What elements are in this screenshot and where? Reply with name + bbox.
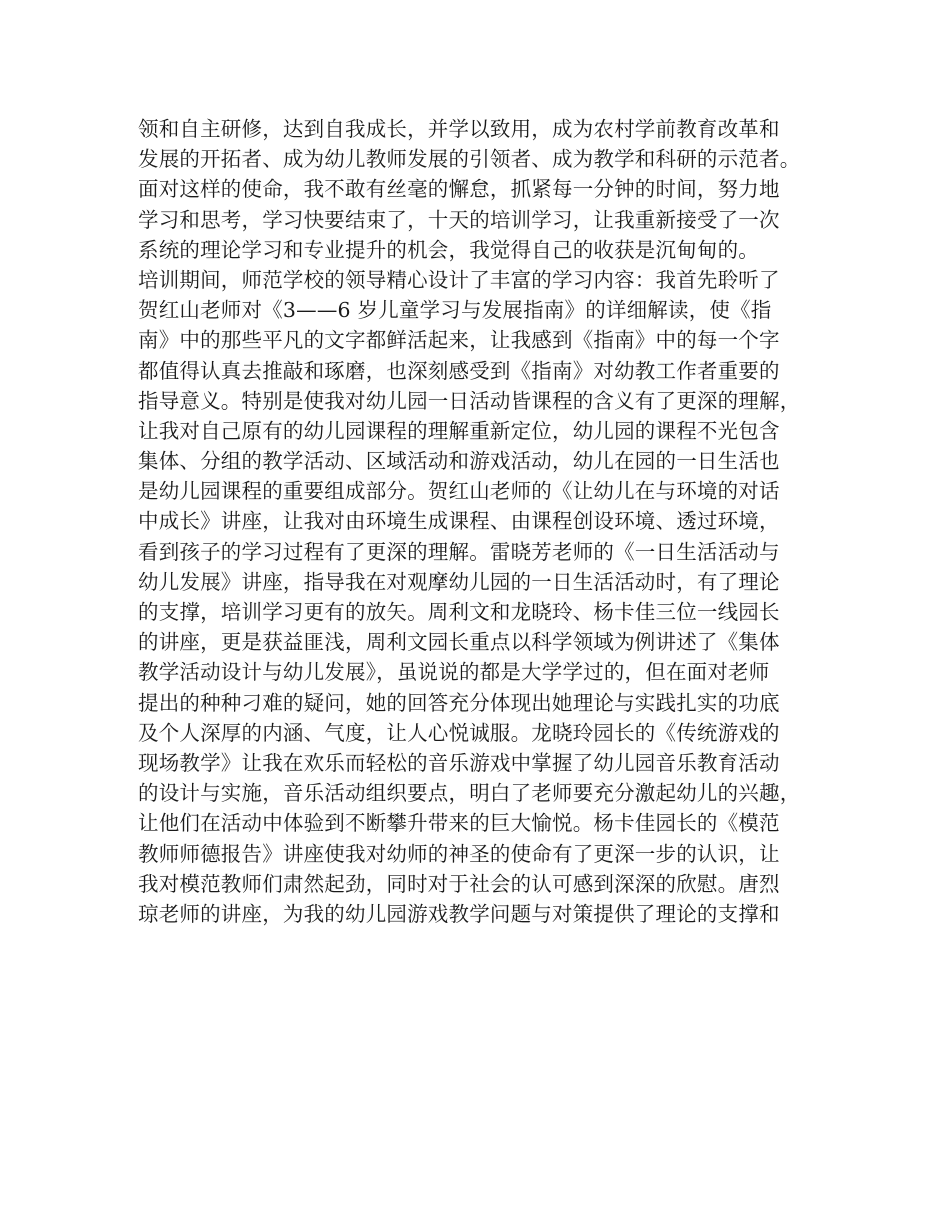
text-line: 及个人深厚的内涵、气度，让人心悦诚服。龙晓玲园长的《传统游戏的: [138, 720, 780, 745]
text-line: 培训期间，师范学校的领导精心设计了丰富的学习内容：我首先聆听了: [138, 267, 780, 292]
text-line: 我对模范教师们肃然起劲，同时对于社会的认可感到深深的欣慰。唐烈: [138, 871, 780, 896]
text-line: 琼老师的讲座，为我的幼儿园游戏教学问题与对策提供了理论的支撑和: [138, 901, 780, 926]
text-line: 看到孩子的学习过程有了更深的理解。雷晓芳老师的《一日生活活动与: [138, 539, 780, 564]
text-line: 学习和思考，学习快要结束了，十天的培训学习，让我重新接受了一次: [138, 207, 780, 232]
text-line: 教学活动设计与幼儿发展》，虽说说的都是大学学过的，但在面对老师: [138, 660, 770, 685]
text-line: 面对这样的使命，我不敢有丝毫的懈怠，抓紧每一分钟的时间，努力地: [138, 177, 780, 202]
text-line: 贺红山老师对《3——6 岁儿童学习与发展指南》的详细解读，使《指: [138, 298, 772, 323]
text-line: 教师师德报告》讲座使我对幼师的神圣的使命有了更深一步的认识，让: [138, 841, 780, 866]
text-line: 的支撑，培训学习更有的放矢。周利文和龙晓玲、杨卡佳三位一线园长: [138, 600, 780, 624]
text-line: 是幼儿园课程的重要组成部分。贺红山老师的《让幼儿在与环境的对话: [138, 479, 780, 504]
text-line: 指导意义。特别是使我对幼儿园一日活动皆课程的含义有了更深的理解，: [138, 388, 801, 413]
body-text: [138, 114, 838, 929]
text-line: 让我对自己原有的幼儿园课程的理解重新定位，幼儿园的课程不光包含: [138, 418, 780, 443]
text-line: 让他们在活动中体验到不断攀升带来的巨大愉悦。杨卡佳园长的《模范: [138, 811, 780, 836]
text-line: 提出的种种刁难的疑问，她的回答充分体现出她理论与实践扎实的功底: [138, 690, 780, 715]
text-line: 都值得认真去推敲和琢磨，也深刻感受到《指南》对幼教工作者重要的: [138, 358, 780, 383]
text-line: 集体、分组的教学活动、区域活动和游戏活动，幼儿在园的一日生活也: [138, 449, 780, 474]
text-line: 南》中的那些平凡的文字都鲜活起来，让我感到《指南》中的每一个字: [138, 328, 780, 353]
text-line: 系统的理论学习和专业提升的机会，我觉得自己的收获是沉甸甸的。: [138, 237, 759, 262]
text-line: 现场教学》让我在欢乐而轻松的音乐游戏中掌握了幼儿园音乐教育活动: [138, 750, 780, 775]
text-line: 中成长》讲座，让我对由环境生成课程、由课程创设环境、透过环境，: [138, 509, 780, 534]
text-line: 发展的开拓者、成为幼儿教师发展的引领者、成为教学和科研的示范者。: [138, 147, 801, 172]
text-line: 领和自主研修，达到自我成长，并学以致用，成为农村学前教育改革和: [138, 117, 780, 141]
text-line: 幼儿发展》讲座，指导我在对观摩幼儿园的一日生活活动时，有了理论: [138, 569, 780, 594]
text-line: 的讲座，更是获益匪浅，周利文园长重点以科学领域为例讲述了《集体: [138, 630, 780, 655]
text-line: 的设计与实施，音乐活动组织要点，明白了老师要充分激起幼儿的兴趣，: [138, 781, 801, 806]
